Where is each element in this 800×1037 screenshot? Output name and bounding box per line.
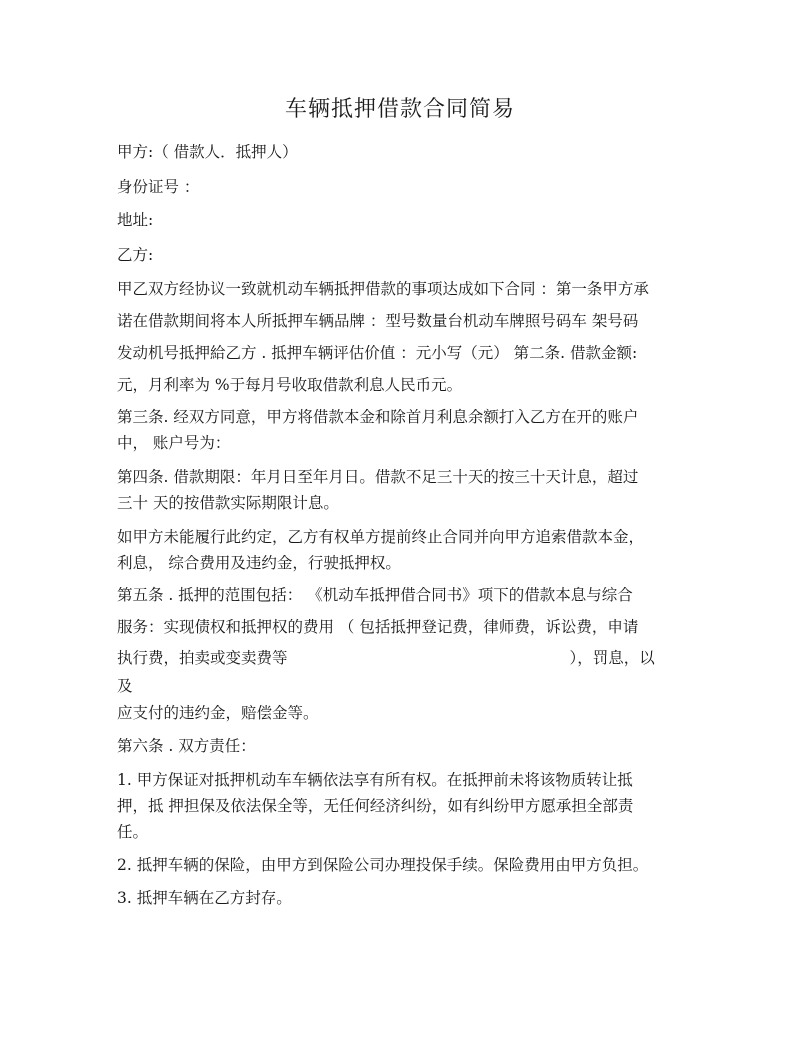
clause-3-line-1: 第三条. 经双方同意，甲方将借款本金和除首月利息余额打入乙方在开的账户 — [117, 408, 639, 426]
clause-1-line-3: 发动机号抵押給乙方 . 抵押车辆评估价值 ：元小写（元） 第二条. 借款金额: — [117, 344, 638, 362]
clause-1-line-1: 甲乙双方经协议一致就机动车辆抵押借款的事项达成如下合同 ：第一条甲方承 — [117, 280, 649, 298]
clause-5-line-3-end: ），罚息，以 — [569, 649, 655, 667]
clause-4-line-1: 第四条. 借款期限：年月日至年月日。借款不足三十天的按三十天计息，超过 — [117, 468, 639, 486]
clause-6-heading: 第六条 . 双方责任： — [117, 737, 256, 755]
clause-5-line-3 — [117, 645, 655, 671]
clause-4-line-2: 三十 天的按借款实际期限计息。 — [117, 494, 339, 512]
party-b-line: 乙方: — [117, 246, 154, 264]
document-title: 车辆抵押借款合同简易 — [284, 97, 515, 122]
party-a-line: 甲方:（ 借款人．抵押人） — [117, 143, 298, 161]
duty-3-line: 3. 抵押车辆在乙方封存。 — [117, 889, 292, 907]
address-line: 地址: — [117, 211, 154, 229]
id-number-line: 身份证号 ： — [117, 178, 200, 196]
clause-2-line: 元，月利率为 %于每月号收取借款利息人民币元。 — [117, 376, 463, 394]
breach-line-2: 利息， 综合费用及违约金，行驶抵押权。 — [117, 554, 401, 572]
duty-1-line-2: 押，抵 押担保及依法保全等，无任何经济纠纷，如有纠纷甲方愿承担全部责 — [117, 797, 634, 815]
duty-2-line: 2. 抵押车辆的保险，由甲方到保险公司办理投保手续。保险费用由甲方负担。 — [117, 856, 649, 874]
clause-5-line-2: 服务：实现债权和抵押权的费用 （ 包括抵押登记费，律师费，诉讼费，申请 — [117, 618, 639, 636]
clause-5-line-1: 第五条 . 抵押的范围包括： 《机动车抵押借合同书》项下的借款本息与综合 — [117, 586, 633, 604]
clause-5-line-4: 及 — [117, 677, 133, 695]
duty-1-line-3: 任。 — [117, 823, 149, 841]
clause-5-line-5: 应支付的违约金，赔偿金等。 — [117, 704, 319, 722]
breach-line-1: 如甲方未能履行此约定，乙方有权单方提前终止合同并向甲方追索借款本金， — [117, 528, 645, 546]
clause-3-line-2: 中， 账户号为： — [117, 434, 231, 452]
clause-5-line-3-start: 执行费，拍卖或变卖费等 — [117, 649, 288, 667]
clause-1-line-2: 诺在借款期间将本人所抵押车辆品牌 ：型号数量台机动车牌照号码车 架号码 — [117, 312, 639, 330]
duty-1-line-1: 1. 甲方保证对抵押机动车车辆依法享有所有权。在抵押前未将该物质转让抵 — [117, 771, 633, 789]
